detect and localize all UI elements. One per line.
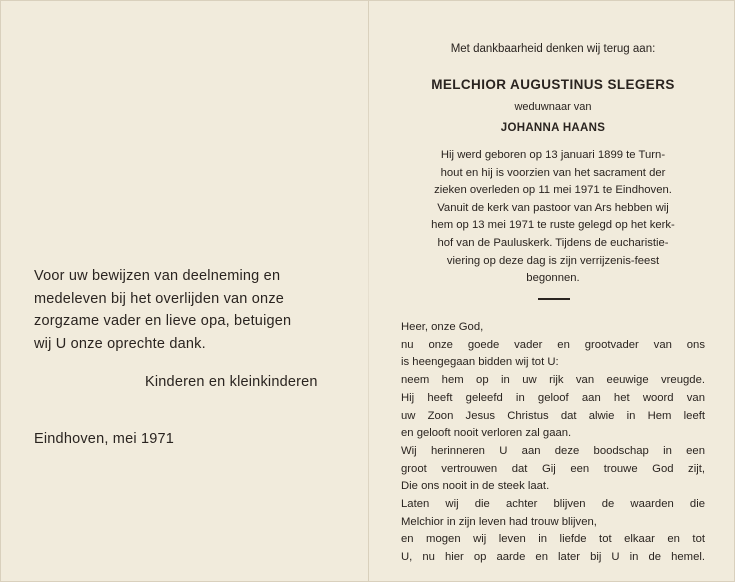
bio-line: Hij werd geboren op 13 januari 1899 te Turn- xyxy=(440,149,666,161)
bio-line: hout en hij is voorzien van het sacrament der xyxy=(440,166,666,179)
bio-line: hof van de Pauluskerk. Tijdens de eucharistie- xyxy=(437,236,669,249)
prayer xyxy=(401,319,705,567)
thanks-line: wij U onze oprechte dank. xyxy=(34,335,206,352)
prayer-line: Wij herinneren U aan deze boodschap in een xyxy=(401,444,705,457)
bio-line: hem op 13 mei 1971 te ruste gelegd op het kerk- xyxy=(431,219,675,232)
prayer-line: en mogen wij leven in liefde tot elkaar en tot xyxy=(401,533,705,546)
prayer-line: neem hem op in uw rijk van eeuwige vreugde. xyxy=(401,374,705,387)
divider-line xyxy=(538,298,570,300)
intro-line: Met dankbaarheid denken wij terug aan: xyxy=(450,43,656,55)
prayer-line: is heengegaan bidden wij tot U: xyxy=(401,356,559,369)
spouse-name: JOHANNA HAANS xyxy=(500,122,606,134)
prayer-line: Die ons nooit in de steek laat. xyxy=(401,480,550,493)
family-signature: Kinderen en kleinkinderen xyxy=(145,374,318,390)
place-date: Eindhoven, mei 1971 xyxy=(34,431,175,447)
bio-line: viering op deze dag is zijn verrijzenis-feest xyxy=(446,254,660,267)
bio-line: begonnen. xyxy=(526,272,580,285)
widower-line: weduwnaar van xyxy=(514,101,592,113)
thanks-line: medeleven bij het overlijden van onze xyxy=(34,290,285,307)
thanks-message xyxy=(34,265,344,355)
thanks-line: zorgzame vader en lieve opa, betuigen xyxy=(34,313,292,329)
card-fold xyxy=(368,1,369,581)
prayer-line: en gelooft nooit verloren zal gaan. xyxy=(401,427,572,440)
prayer-line: Hij heeft geleefd in geloof aan het woord van xyxy=(401,391,705,404)
bio-line: zieken overleden op 11 mei 1971 te Eindhoven. xyxy=(434,184,672,197)
thanks-line: Voor uw bewijzen van deelneming en xyxy=(34,268,281,284)
biography xyxy=(401,147,705,288)
prayer-line: U, nu hier op aarde en later bij U in de hemel. xyxy=(401,551,705,564)
prayer-line: Melchior in zijn leven had trouw blijven, xyxy=(401,515,597,528)
prayer-line: Heer, onze God, xyxy=(401,321,484,333)
prayer-line: Laten wij die achter blijven de waarden die xyxy=(401,498,705,511)
prayer-line: groot vertrouwen dat Gij een trouwe God zijt, xyxy=(401,462,705,475)
bio-line: Vanuit de kerk van pastoor van Ars hebben wij xyxy=(437,201,669,214)
prayer-line: nu onze goede vader en grootvader van ons xyxy=(401,338,705,351)
prayer-line: uw Zoon Jesus Christus dat alwie in Hem leeft xyxy=(401,409,705,422)
deceased-name: MELCHIOR AUGUSTINUS SLEGERS xyxy=(431,77,675,92)
